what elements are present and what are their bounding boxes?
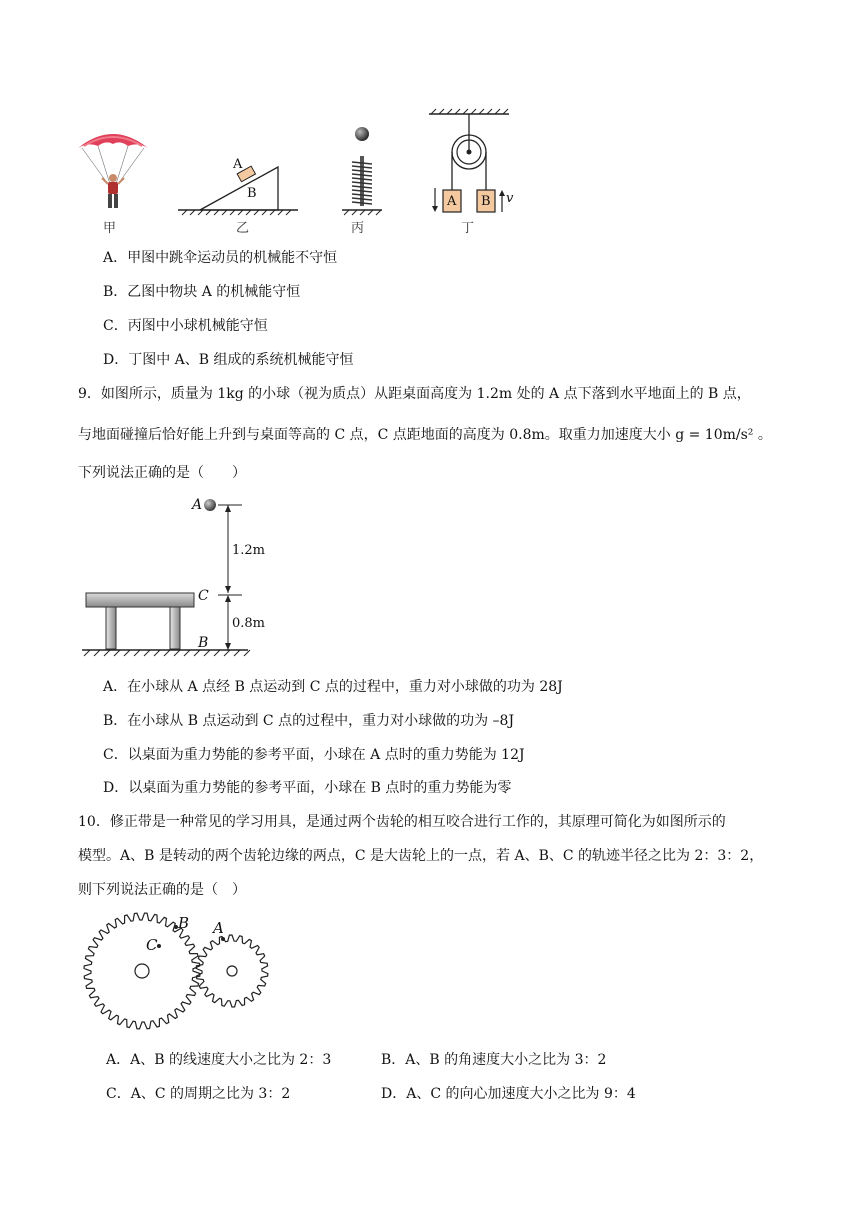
q9-stem-line3: 下列说法正确的是（ ） <box>78 465 246 481</box>
q10-option-b: B．A、B 的角速度大小之比为 3：2 <box>381 1052 607 1068</box>
q8-option-c: C．丙图中小球机械能守恒 <box>103 318 268 334</box>
q10-option-c: C．A、C 的周期之比为 3：2 <box>106 1086 291 1102</box>
spring-ball-figure <box>340 126 384 216</box>
q9-point-c: C <box>198 588 209 604</box>
q8-option-a: A．甲图中跳伞运动员的机械能不守恒 <box>103 250 338 266</box>
q9-height-upper: 1.2m <box>232 543 266 558</box>
q9-option-c: C．以桌面为重力势能的参考平面，小球在 A 点时的重力势能为 12J <box>103 747 525 763</box>
q9-point-a: A <box>192 497 203 513</box>
parachutist-figure <box>76 126 150 212</box>
pulley-label-b: B <box>481 194 491 209</box>
q8-option-d: D．丁图中 A、B 组成的系统机械能守恒 <box>103 352 354 368</box>
gear-point-b: B <box>178 914 190 932</box>
pulley-figure <box>425 108 517 216</box>
q9-stem-line2: 与地面碰撞后恰好能上升到与桌面等高的 C 点，C 点距地面的高度为 0.8m。取重力加速度大小 g = 10m/s² 。 <box>78 427 772 443</box>
incline-label-a: A <box>233 157 243 172</box>
q10-stem-line3: 则下列说法正确的是（ ） <box>78 882 246 898</box>
q10-stem-line2: 模型。A、B 是转动的两个齿轮边缘的两点，C 是大齿轮上的一点，若 A、B、C 的轨迹半径之比为 2：3：2， <box>78 848 764 864</box>
q9-option-d: D．以桌面为重力势能的参考平面，小球在 B 点时的重力势能为零 <box>103 780 512 796</box>
gear-point-a: A <box>213 919 224 937</box>
pulley-label-v: v <box>506 191 514 206</box>
gear-point-c: C <box>146 936 158 954</box>
q8-option-b: B．乙图中物块 A 的机械能守恒 <box>103 284 301 300</box>
pulley-label-a: A <box>447 194 457 209</box>
caption-jia: 甲 <box>103 221 117 236</box>
caption-ding: 丁 <box>461 221 475 236</box>
q9-option-b: B．在小球从 B 点运动到 C 点的过程中，重力对小球做的功为 –8J <box>103 713 515 729</box>
q10-option-d: D．A、C 的向心加速度大小之比为 9：4 <box>381 1086 636 1102</box>
caption-bing: 丙 <box>351 221 365 236</box>
incline-label-b: B <box>247 186 257 201</box>
q10-stem-line1: 10．修正带是一种常见的学习用具，是通过两个齿轮的相互咬合进行工作的，其原理可简化为如图所示的 <box>78 814 726 830</box>
q9-height-lower: 0.8m <box>232 616 266 631</box>
q9-point-b: B <box>198 635 209 651</box>
caption-yi: 乙 <box>236 221 250 236</box>
q9-stem-line1: 9．如图所示，质量为 1kg 的小球（视为质点）从距桌面高度为 1.2m 处的 A 点下落到水平地面上的 B 点， <box>78 386 751 402</box>
q9-option-a: A．在小球从 A 点经 B 点运动到 C 点的过程中，重力对小球做的功为 28J <box>103 679 563 695</box>
table-drop-figure <box>80 495 260 660</box>
q10-option-a: A．A、B 的线速度大小之比为 2：3 <box>106 1052 332 1068</box>
